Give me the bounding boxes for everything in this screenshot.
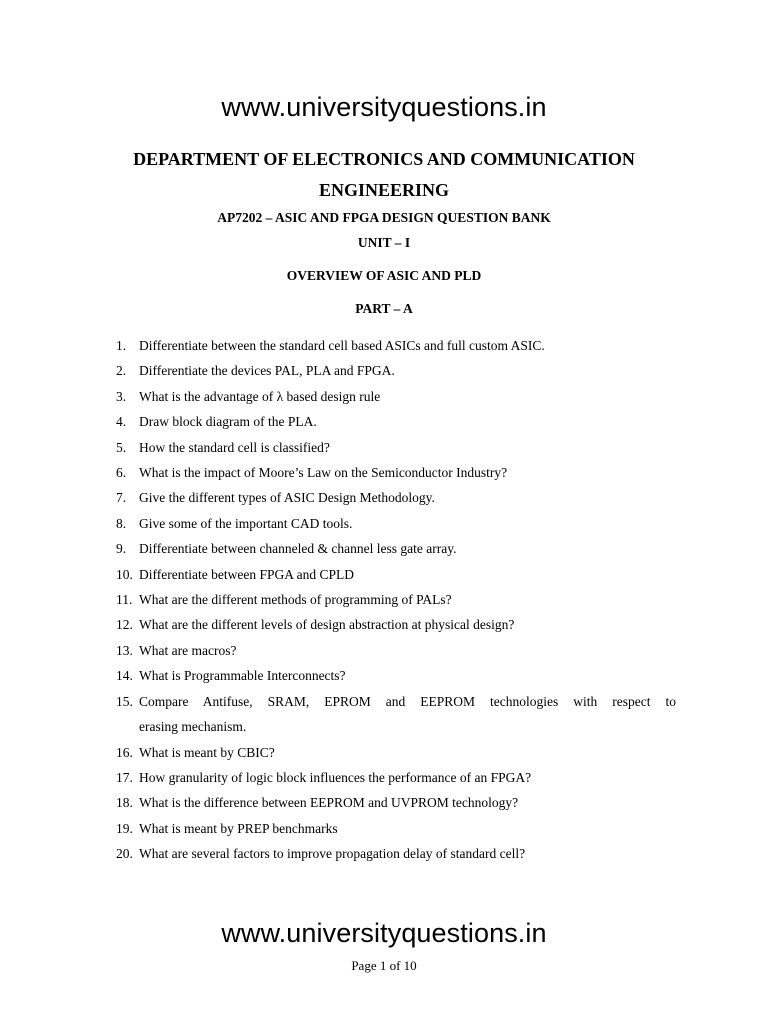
question-text <box>139 689 676 740</box>
question-item <box>116 562 676 587</box>
question-item <box>116 638 676 663</box>
question-number: 18. <box>116 795 133 811</box>
question-number: 17. <box>116 769 133 785</box>
question-number: 2. <box>116 363 127 379</box>
question-text: Differentiate between FPGA and CPLD <box>139 566 354 582</box>
watermark-bottom: www.universityquestions.in <box>221 918 547 948</box>
question-item <box>116 409 676 434</box>
question-text: What is the impact of Moore’s Law on the Semiconductor Industry? <box>139 465 508 481</box>
question-text: Differentiate between the standard cell based ASICs and full custom ASIC. <box>139 338 545 353</box>
question-text: Differentiate between channeled & channel less gate array. <box>139 541 457 557</box>
question-number: 20. <box>116 846 133 862</box>
question-number: 10. <box>116 566 133 582</box>
question-item <box>116 536 676 561</box>
question-text-line2: erasing mechanism. <box>139 719 247 735</box>
question-text: Draw block diagram of the PLA. <box>139 414 317 430</box>
question-item <box>116 689 676 740</box>
department-title-line1: DEPARTMENT OF ELECTRONICS AND COMMUNICATION <box>133 149 635 169</box>
question-number: 7. <box>116 490 127 506</box>
question-text: What is the advantage of λ based design rule <box>139 388 381 404</box>
question-item <box>116 460 676 485</box>
question-item <box>116 485 676 510</box>
question-number: 15. <box>116 693 133 709</box>
question-number: 4. <box>116 414 127 430</box>
department-title-line2: ENGINEERING <box>318 180 450 200</box>
question-text: What is meant by PREP benchmarks <box>139 820 338 836</box>
question-text: What are macros? <box>139 642 237 658</box>
question-text: How the standard cell is classified? <box>139 439 330 455</box>
unit-heading: UNIT – I <box>357 235 411 250</box>
question-item <box>116 740 676 765</box>
question-text: What are the different levels of design abstraction at physical design? <box>139 617 515 633</box>
question-item <box>116 358 676 383</box>
question-text-line1: Compare Antifuse, SRAM, EPROM and EEPROM technologies with respect to <box>139 693 676 709</box>
question-number: 3. <box>116 388 127 404</box>
question-text: Differentiate the devices PAL, PLA and FPGA. <box>139 363 395 379</box>
question-item <box>116 612 676 637</box>
question-text: How granularity of logic block influences the performance of an FPGA? <box>139 769 532 785</box>
question-text: What is Programmable Interconnects? <box>139 668 346 684</box>
question-item <box>116 587 676 612</box>
question-item <box>116 816 676 841</box>
watermark-top: www.universityquestions.in <box>221 92 547 122</box>
question-item <box>116 511 676 536</box>
question-item <box>116 790 676 815</box>
question-number: 16. <box>116 744 133 760</box>
question-number: 19. <box>116 820 133 836</box>
question-item <box>116 333 676 358</box>
question-text: Give some of the important CAD tools. <box>139 515 353 531</box>
part-heading: PART – A <box>355 301 413 316</box>
question-item <box>116 663 676 688</box>
page-number: Page 1 of 10 <box>351 958 417 973</box>
question-number: 9. <box>116 541 127 557</box>
question-text: What is meant by CBIC? <box>139 744 275 760</box>
question-number: 5. <box>116 439 127 455</box>
question-text: What is the difference between EEPROM and UVPROM technology? <box>139 795 519 811</box>
question-text: What are several factors to improve propagation delay of standard cell? <box>139 846 526 862</box>
unit-title: OVERVIEW OF ASIC AND PLD <box>286 268 482 283</box>
question-number: 13. <box>116 642 133 658</box>
question-number: 6. <box>116 465 127 481</box>
question-text: Give the different types of ASIC Design Methodology. <box>139 490 435 506</box>
question-text: What are the different methods of programming of PALs? <box>139 592 452 608</box>
subject-title: AP7202 – ASIC AND FPGA DESIGN QUESTION BANK <box>217 210 551 225</box>
question-item <box>116 841 676 866</box>
question-number: 11. <box>116 592 133 608</box>
question-item <box>116 435 676 460</box>
question-item <box>116 765 676 790</box>
question-item <box>116 384 676 409</box>
question-number: 1. <box>116 338 127 353</box>
question-number: 14. <box>116 668 133 684</box>
question-number: 8. <box>116 515 127 531</box>
question-number: 12. <box>116 617 133 633</box>
question-list <box>116 333 676 867</box>
